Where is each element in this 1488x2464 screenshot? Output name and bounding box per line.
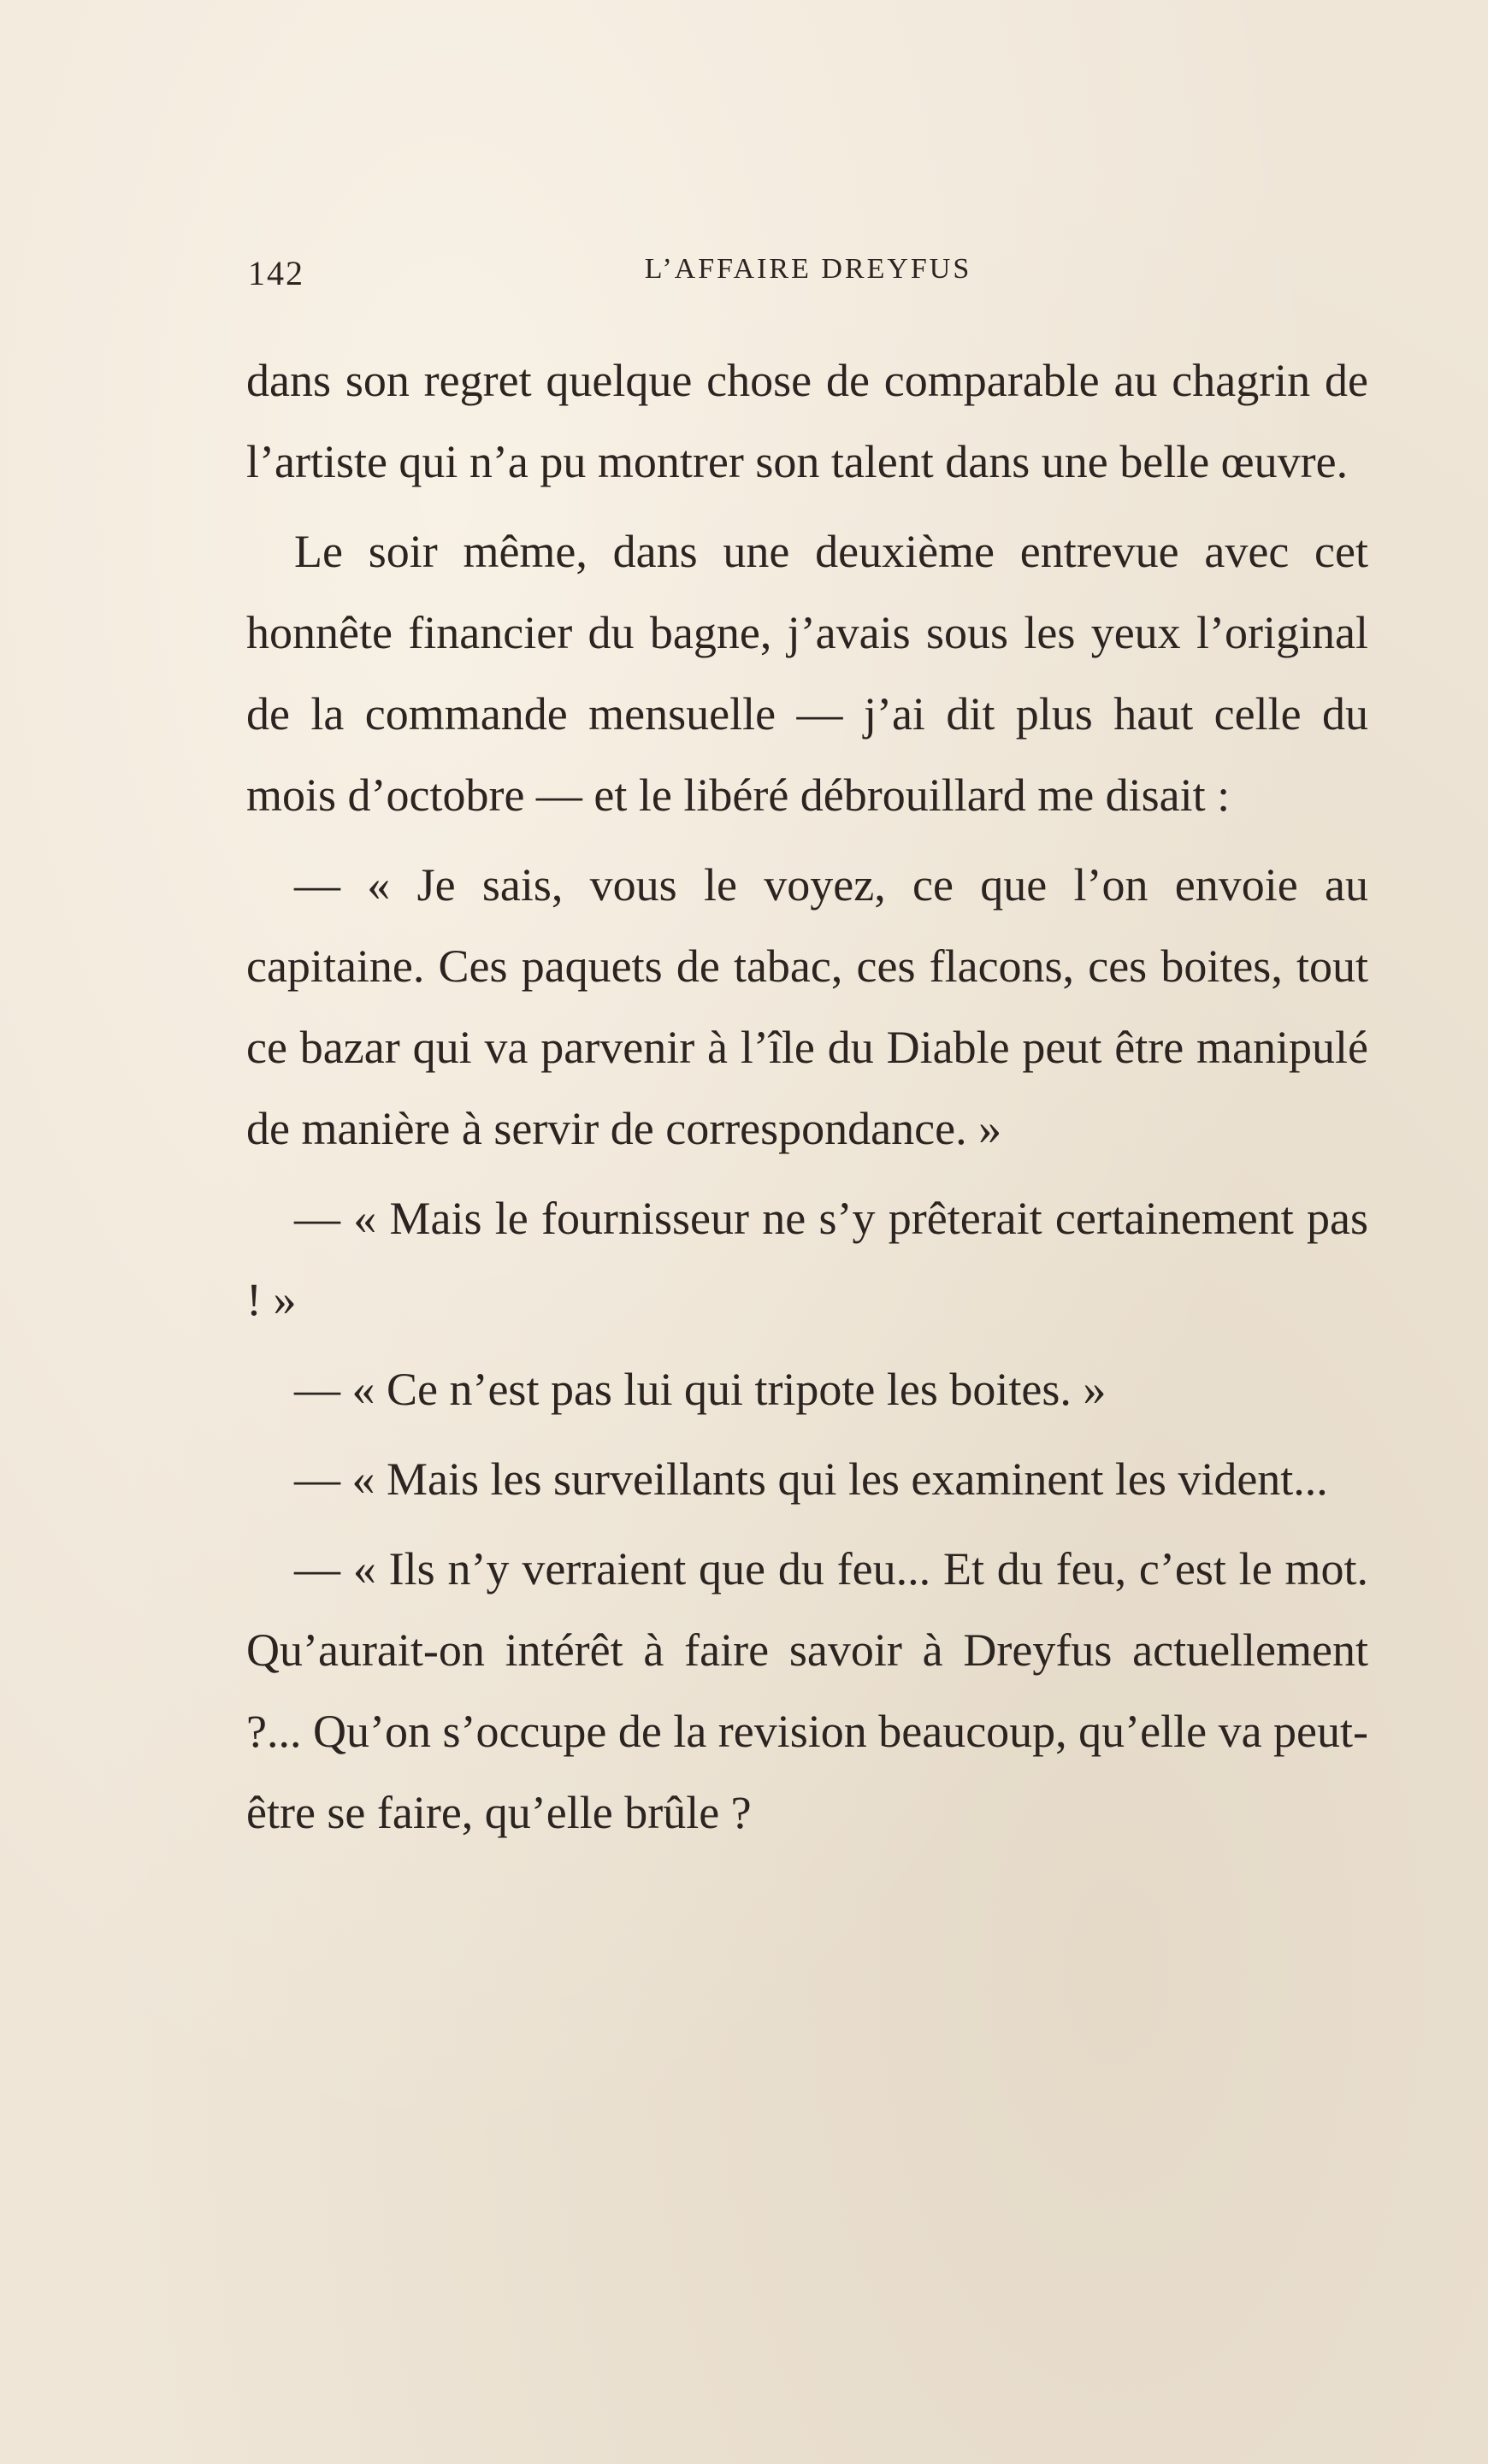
dialogue-paragraph: — « Je sais, vous le voyez, ce que l’on envoie au capitaine. Ces paquets de tabac, ces flacons, ces boites, tout ce bazar qui va parvenir à l’île du Diable peut être manipulé de manière à servir de correspondance. » [246, 859, 1368, 1154]
running-head [248, 253, 1368, 296]
dialogue-paragraph: — « Mais les surveillants qui les examinent les vident... [294, 1453, 1328, 1505]
dialogue-paragraph: — « Mais le fournisseur ne s’y prêterait certainement pas ! » [246, 1193, 1368, 1325]
running-title: L’AFFAIRE DREYFUS [644, 253, 972, 285]
paragraph-continuation: dans son regret quelque chose de comparable au chagrin de l’artiste qui n’a pu montrer son talent dans une belle œuvre. [246, 355, 1368, 487]
dialogue-paragraph: — « Ils n’y verraient que du feu... Et du feu, c’est le mot. Qu’aurait-on intérêt à faire savoir à Dreyfus actuellement ?... Qu’on s’occupe de la revision beaucoup, qu’elle va peut-être se faire, qu’elle brûle ? [246, 1543, 1369, 1838]
paragraph: Le soir même, dans une deuxième entrevue avec cet honnête financier du bagne, j’avais sous les yeux l’original de la commande mensuelle — j’ai dit plus haut celle du mois d’octobre — et le libéré débrouillard me disait : [246, 526, 1368, 821]
page-number: 142 [248, 254, 304, 292]
body-text [246, 340, 1368, 1854]
dialogue-paragraph: — « Ce n’est pas lui qui tripote les boites. » [294, 1364, 1107, 1415]
